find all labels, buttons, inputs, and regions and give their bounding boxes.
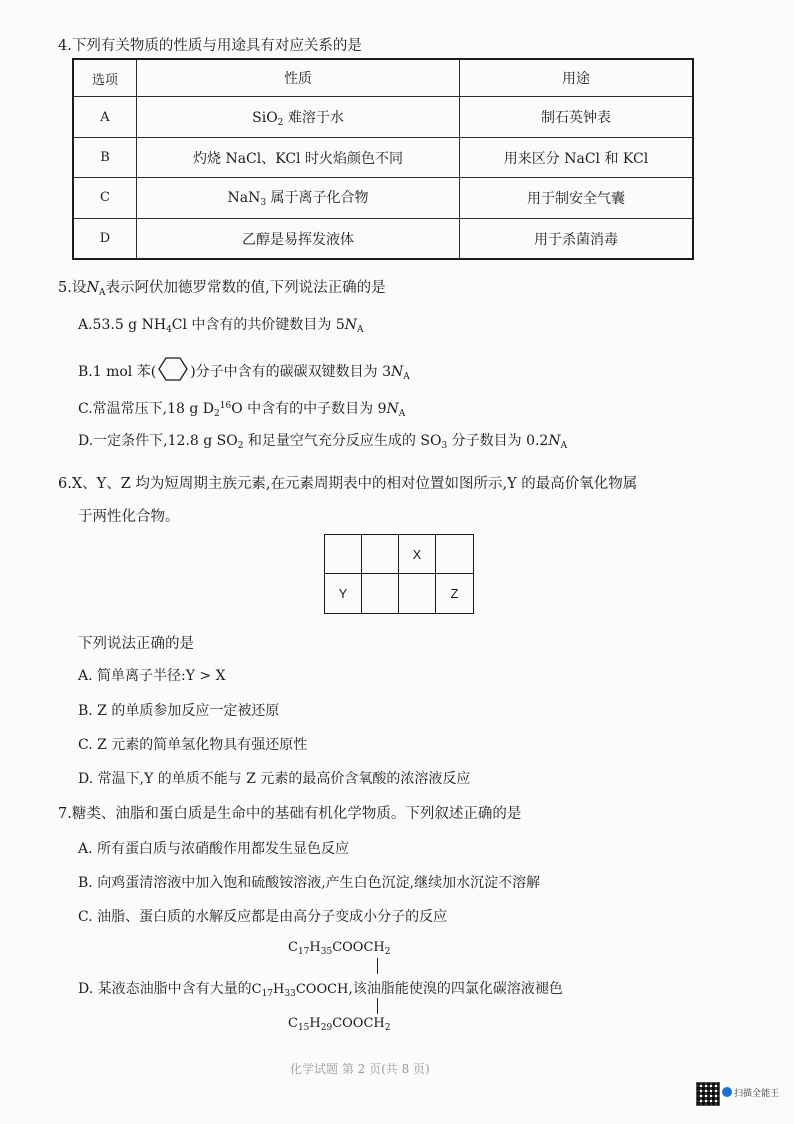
triglyceride-formula-line3 <box>288 1016 390 1033</box>
row-option: B <box>73 138 137 177</box>
formula-text: C <box>288 1016 298 1031</box>
row-use: 用来区分 NaCl 和 KCl <box>460 138 694 177</box>
q7-option-a: A. 所有蛋白质与浓硝酸作用都发生显色反应 <box>78 841 350 857</box>
q7-option-c: C. 油脂、蛋白质的水解反应都是由高分子变成小分子的反应 <box>78 909 448 925</box>
row-use: 用于制安全气囊 <box>460 177 694 218</box>
avogadro-sub: A <box>99 288 106 298</box>
opt-text: 分子数目为 0.2 <box>447 433 549 449</box>
q5-stem <box>58 276 386 298</box>
prop-text: NaN <box>227 190 261 207</box>
opt-sub: 2 <box>214 409 220 419</box>
q5-option-a <box>78 314 364 335</box>
q5-stem-text: 表示阿伏加德罗常数的值,下列说法正确的是 <box>105 280 386 296</box>
opt-text: O 中含有的中子数目为 9 <box>231 401 387 417</box>
formula-text: COOCH <box>332 940 385 955</box>
formula-sub: 2 <box>384 947 391 957</box>
table-row <box>73 177 693 218</box>
grid-cell <box>399 574 436 613</box>
header-property: 性质 <box>137 59 460 97</box>
opt-text: D. 某液态油脂中含有大量的 <box>78 981 252 997</box>
header-use: 用途 <box>460 59 694 97</box>
avogadro-sub: A <box>403 372 410 382</box>
opt-sub: 3 <box>441 441 448 451</box>
opt-sub: 4 <box>166 325 172 335</box>
row-option: A <box>73 97 137 138</box>
opt-sub: 2 <box>237 441 244 451</box>
row-option: C <box>73 177 137 218</box>
avogadro-sub: A <box>357 325 364 335</box>
q6-stem-line1: 6.X、Y、Z 均为短周期主族元素,在元素周期表中的相对位置如图所示,Y 的最高价氧化物属 <box>58 476 638 492</box>
grid-cell-y: Y <box>325 574 362 613</box>
row-property <box>137 177 460 218</box>
opt-text: C.常温常压下,18 g D <box>78 401 215 417</box>
opt-text: 和足量空气充分反应生成的 SO <box>243 433 442 449</box>
prop-text: SiO <box>252 109 278 126</box>
qr-code-icon <box>696 1082 720 1106</box>
q6-option-d: D. 常温下,Y 的单质不能与 Z 元素的最高价含氧酸的浓溶液反应 <box>78 771 471 787</box>
grid-cell <box>362 535 399 574</box>
q7-option-b: B. 向鸡蛋清溶液中加入饱和硫酸铵溶液,产生白色沉淀,继续加水沉淀不溶解 <box>78 875 541 891</box>
row-use: 用于杀菌消毒 <box>460 219 694 259</box>
page-footer: 化学试题 第 2 页(共 8 页) <box>290 1062 430 1076</box>
formula-text: C <box>288 940 298 955</box>
formula-text: H <box>309 940 321 955</box>
triglyceride-formula-line2 <box>252 982 349 997</box>
formula-sub: 29 <box>320 1023 333 1033</box>
q5-stem-text: 5.设 <box>58 280 87 296</box>
opt-text: B.1 mol 苯( <box>78 364 157 380</box>
q5-option-b <box>78 356 410 386</box>
q7-option-d <box>78 978 563 999</box>
formula-text: COOCH <box>332 1016 385 1031</box>
periodic-table-fragment <box>324 534 474 614</box>
formula-sub: 33 <box>284 989 296 999</box>
formula-text: H <box>273 982 285 997</box>
formula-sub: 2 <box>384 1023 391 1033</box>
formula-text: C <box>251 982 262 997</box>
q5-option-c <box>78 398 405 419</box>
grid-cell <box>436 535 473 574</box>
avogadro-symbol: N <box>86 280 100 296</box>
opt-text: A.53.5 g NH <box>78 317 167 333</box>
row-property <box>137 219 460 259</box>
prop-text: 灼烧 NaCl、KCl 时火焰颜色不同 <box>193 150 403 167</box>
scanner-watermark <box>722 1086 779 1099</box>
bond-line <box>377 998 378 1014</box>
avogadro-symbol: N <box>386 401 399 417</box>
grid-cell-x: X <box>399 535 436 574</box>
prop-text: 难溶于水 <box>283 109 344 126</box>
header-option: 选项 <box>73 59 137 97</box>
avogadro-symbol: N <box>548 433 561 449</box>
row-option: D <box>73 219 137 259</box>
opt-text: Cl 中含有的共价键数目为 5 <box>171 317 345 333</box>
table-header-row <box>73 59 693 97</box>
prop-sub: 3 <box>260 198 267 209</box>
opt-text: )分子中含有的碳碳双键数目为 3 <box>190 364 392 380</box>
formula-sub: 17 <box>297 947 310 957</box>
formula-sub: 35 <box>320 947 333 957</box>
prop-text: 属于离子化合物 <box>266 190 369 207</box>
prop-sub: 2 <box>277 117 284 128</box>
formula-sub: 15 <box>297 1023 310 1033</box>
q6-option-c: C. Z 元素的简单氢化物具有强还原性 <box>78 737 308 753</box>
avogadro-sub: A <box>560 441 568 451</box>
prop-text: 乙醇是易挥发液体 <box>242 231 354 248</box>
formula-sub: 17 <box>261 989 274 999</box>
watermark-text: 扫描全能王 <box>734 1089 780 1099</box>
q6-option-a: A. 简单离子半径:Y > X <box>78 668 226 684</box>
triglyceride-formula-line1 <box>288 940 390 957</box>
table-row <box>73 97 693 138</box>
q6-option-b: B. Z 的单质参加反应一定被还原 <box>78 703 280 719</box>
opt-text: ,该油脂能使溴的四氯化碳溶液褪色 <box>348 981 563 997</box>
q6-lead: 下列说法正确的是 <box>78 636 194 652</box>
benzene-ring-icon <box>156 356 190 386</box>
formula-text: H <box>309 1016 321 1031</box>
row-property <box>137 97 460 138</box>
bond-line <box>377 958 378 974</box>
q6-stem-line2: 于两性化合物。 <box>78 509 180 525</box>
opt-sup: 16 <box>219 401 232 411</box>
scanner-logo-icon <box>722 1087 732 1097</box>
q7-stem: 7.糖类、油脂和蛋白质是生命中的基础有机化学物质。下列叙述正确的是 <box>58 806 522 822</box>
table-row <box>73 138 693 177</box>
avogadro-symbol: N <box>391 364 404 380</box>
avogadro-sub: A <box>398 409 406 419</box>
grid-cell-z: Z <box>450 586 459 601</box>
q4-stem: 4.下列有关物质的性质与用途具有对应关系的是 <box>58 38 362 54</box>
q4-table <box>72 58 694 260</box>
formula-text: COOCH <box>295 982 349 997</box>
row-use: 制石英钟表 <box>460 97 694 138</box>
q5-option-d <box>78 430 567 451</box>
table-row <box>73 219 693 259</box>
opt-text: D.一定条件下,12.8 g SO <box>78 433 238 449</box>
grid-cell <box>362 574 399 613</box>
row-property <box>137 138 460 177</box>
grid-cell <box>325 535 362 574</box>
avogadro-symbol: N <box>344 317 358 333</box>
